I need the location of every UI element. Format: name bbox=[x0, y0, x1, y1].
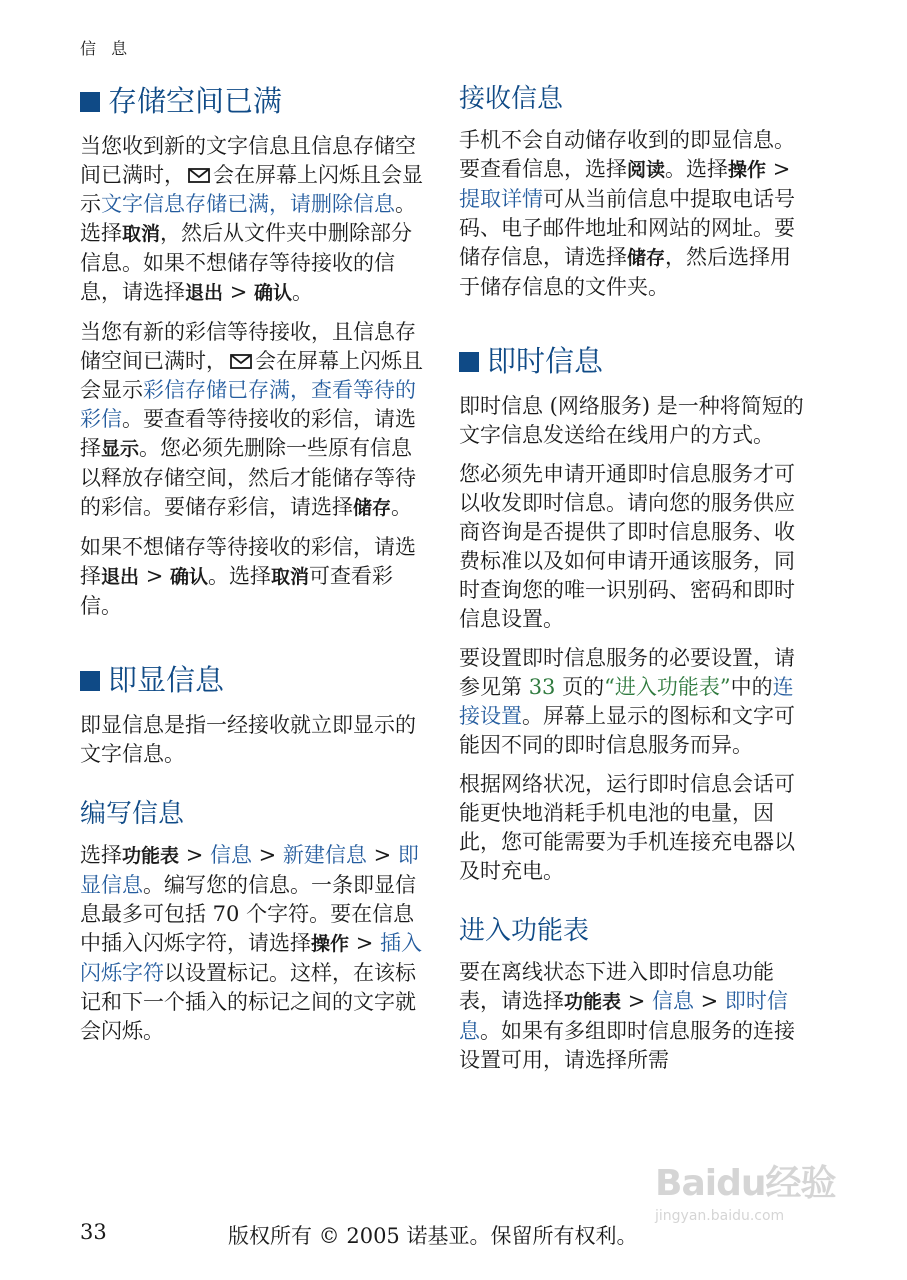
text: 。编写您的信息。一条即显信息最多可包括 70 个字符。要在信息中插入闪烁字符，请选择 bbox=[80, 873, 416, 955]
display-message-text: 文字信息存储已满，请删除信息 bbox=[101, 192, 395, 216]
text: 。要查看等待接收的彩信，请选择 bbox=[80, 407, 416, 460]
paragraph bbox=[459, 126, 804, 302]
menu-item-text: 新建信息 bbox=[282, 843, 367, 867]
text: 会在屏幕上闪烁且会显示 bbox=[80, 349, 423, 402]
text: 要设置即时信息服务的必要设置，请参见第 bbox=[459, 646, 795, 699]
text: 。 bbox=[291, 280, 313, 304]
subsection-heading-write-message: 编写信息 bbox=[80, 799, 185, 829]
envelope-icon bbox=[230, 354, 252, 369]
text: 。选择 bbox=[665, 157, 729, 181]
square-bullet-icon bbox=[80, 92, 100, 112]
paragraph bbox=[80, 533, 425, 621]
softkey-label: 功能表 bbox=[564, 991, 622, 1013]
menu-separator: > bbox=[366, 843, 398, 867]
text: 页的 bbox=[555, 675, 605, 699]
softkey-label: 操作 bbox=[728, 159, 767, 181]
square-bullet-icon bbox=[80, 671, 100, 691]
text: 当您有新的彩信等待接收，且信息存储空间已满时， bbox=[80, 320, 416, 373]
spacer bbox=[80, 779, 425, 797]
text: ，然后选择用于储存信息的文件夹。 bbox=[459, 245, 792, 299]
text: 选择 bbox=[80, 843, 122, 867]
left-column bbox=[80, 82, 425, 1056]
softkey-label: 取消 bbox=[122, 223, 161, 245]
text: 。您必须先删除一些原有信息以释放存储空间，然后才能储存等待的彩信。要储存彩信，请选择 bbox=[80, 436, 416, 519]
menu-item-text: 信息 bbox=[209, 843, 252, 867]
copyright-notice: 版权所有 © 2005 诺基亚。保留所有权利。 bbox=[228, 1224, 638, 1248]
menu-separator: > bbox=[621, 989, 652, 1013]
softkey-label: 确认 bbox=[169, 566, 208, 588]
softkey-label: 储存 bbox=[353, 497, 392, 519]
section-title: 即时信息 bbox=[487, 344, 604, 378]
paragraph bbox=[80, 841, 425, 1046]
softkey-label: 显示 bbox=[101, 438, 140, 460]
menu-separator: > bbox=[251, 843, 283, 867]
text: 会在屏幕上闪烁且会显示 bbox=[80, 163, 423, 216]
display-message-text: 彩信存储已存满，查看等待的彩信 bbox=[80, 378, 416, 431]
paragraph: 即时信息 (网络服务) 是一种将简短的文字信息发送给在线用户的方式。 bbox=[459, 394, 804, 447]
menu-separator: > bbox=[766, 157, 791, 181]
section-title: 即显信息 bbox=[108, 663, 225, 697]
running-header: 信 息 bbox=[80, 39, 133, 58]
menu-separator: > bbox=[349, 931, 380, 955]
text: 当您收到新的文字信息且信息存储空间已满时， bbox=[80, 134, 416, 187]
text: 中的 bbox=[730, 675, 773, 699]
softkey-label: 储存 bbox=[627, 247, 666, 269]
text: 。屏幕上显示的图标和文字可能因不同的即时信息服务而异。 bbox=[459, 704, 795, 757]
text: 以设置标记。这样，在该标记和下一个插入的标记之间的文字就会闪烁。 bbox=[80, 961, 416, 1043]
softkey-label: 退出 bbox=[185, 282, 224, 304]
text: 。如果有多组即时信息服务的连接设置可用，请选择所需 bbox=[459, 1019, 795, 1072]
baidu-watermark bbox=[655, 1155, 865, 1245]
menu-item-text: 连接设置 bbox=[459, 675, 794, 728]
paragraph: 您必须先申请开通即时信息服务才可以收发即时信息。请向您的服务供应商咨询是否提供了即时信息服务、收费标准以及如何申请开通该服务，同时查询您的唯一识别码、密码和即时信息设置。 bbox=[459, 462, 795, 631]
spacer bbox=[459, 312, 804, 342]
text: 。选择 bbox=[207, 564, 271, 588]
menu-item-text: 提取详情 bbox=[459, 187, 543, 211]
cross-reference-link[interactable]: “进入功能表” bbox=[604, 675, 731, 699]
softkey-label: 退出 bbox=[101, 566, 140, 588]
section-heading-storage-full bbox=[80, 82, 425, 120]
text: 如果不想储存等待接收的彩信，请选择 bbox=[80, 535, 416, 588]
menu-separator: > bbox=[223, 280, 254, 304]
menu-separator: > bbox=[693, 989, 725, 1013]
paragraph bbox=[459, 644, 804, 760]
softkey-label: 操作 bbox=[311, 933, 350, 955]
cross-reference-page: 33 bbox=[528, 675, 556, 699]
subsection-heading-enter-menu: 进入功能表 bbox=[459, 916, 590, 946]
spacer bbox=[459, 896, 804, 914]
envelope-icon bbox=[188, 168, 210, 183]
spacer bbox=[80, 631, 425, 661]
text: ，然后从文件夹中删除部分信息。如果不想储存等待接收的信息，请选择 bbox=[80, 221, 413, 304]
section-title: 存储空间已满 bbox=[108, 84, 283, 118]
softkey-label: 阅读 bbox=[627, 159, 666, 181]
softkey-label: 取消 bbox=[270, 566, 309, 588]
paragraph bbox=[80, 132, 425, 308]
right-column bbox=[459, 82, 804, 1085]
menu-item-text: 即时信息 bbox=[459, 989, 788, 1043]
text: 要在离线状态下进入即时信息功能表，请选择 bbox=[459, 960, 774, 1013]
paragraph bbox=[80, 318, 425, 523]
paragraph bbox=[459, 958, 804, 1075]
subsection-heading-receive-message: 接收信息 bbox=[459, 84, 564, 114]
menu-separator: > bbox=[139, 564, 170, 588]
paragraph: 根据网络状况，运行即时信息会话可能更快地消耗手机电池的电量，因此，您可能需要为手机连接充电器以及时充电。 bbox=[459, 772, 795, 883]
softkey-label: 确认 bbox=[253, 282, 292, 304]
menu-separator: > bbox=[179, 843, 210, 867]
paragraph: 即显信息是指一经接收就立即显示的文字信息。 bbox=[80, 713, 416, 766]
section-heading-flash-message bbox=[80, 661, 425, 699]
softkey-label: 功能表 bbox=[122, 845, 180, 867]
text: 可查看彩信。 bbox=[80, 564, 393, 618]
text: 。 bbox=[391, 495, 413, 519]
page-number: 33 bbox=[80, 1220, 107, 1244]
text: 手机不会自动储存收到的即显信息。要查看信息，选择 bbox=[459, 128, 795, 181]
menu-item-text: 信息 bbox=[651, 989, 694, 1013]
watermark-logo: Baidu经验 bbox=[655, 1163, 836, 1204]
text: 。选择 bbox=[80, 192, 416, 245]
watermark-url: jingyan.baidu.com bbox=[655, 1208, 785, 1224]
menu-item-text: 插入闪烁字符 bbox=[80, 931, 422, 985]
text: 可从当前信息中提取电话号码、电子邮件地址和网站的网址。要储存信息，请选择 bbox=[459, 187, 795, 269]
section-heading-instant-messaging bbox=[459, 342, 804, 380]
square-bullet-icon bbox=[459, 352, 479, 372]
menu-item-text: 即显信息 bbox=[80, 843, 419, 897]
